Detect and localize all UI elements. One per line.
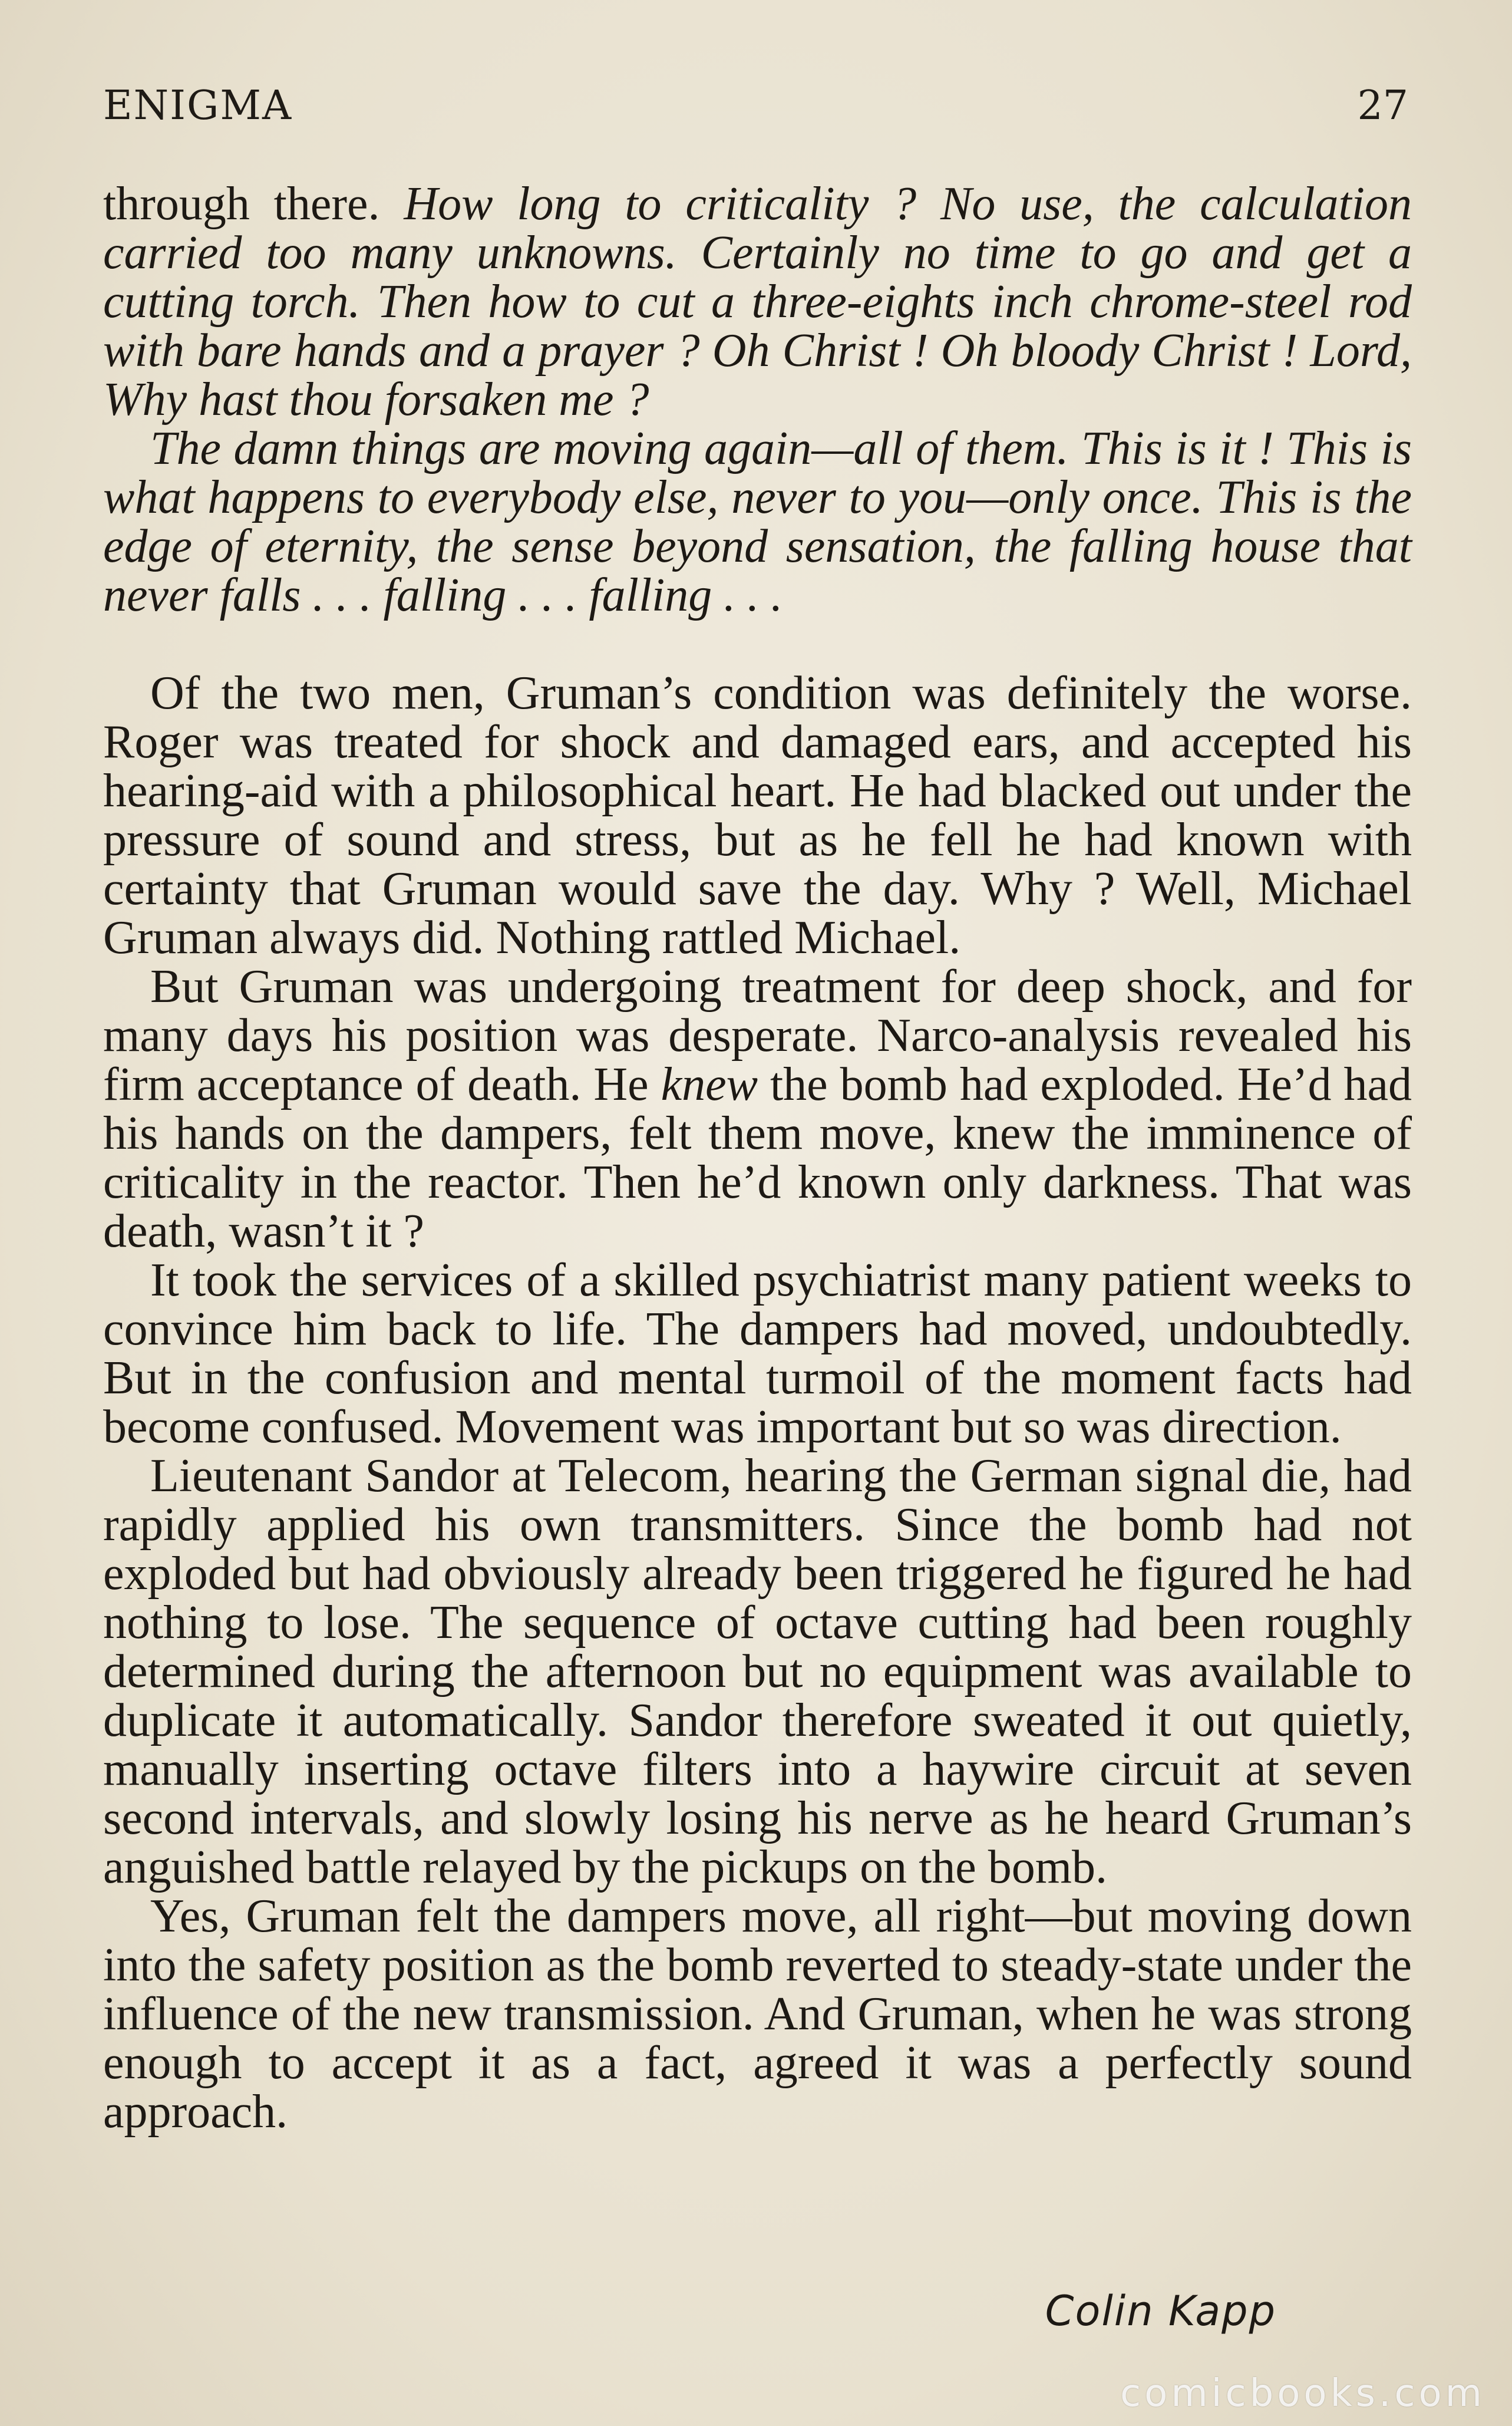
text-run: But Gruman was undergoing treatment for deep shock, and for many days his position was desperate. Narco-analysis revealed his firm acceptance of death. He (103, 961, 1412, 1110)
text-run: Yes, Gruman felt the dampers move, all right—but moving down into the safety position as the bomb reverted to steady-state under the influence of the new transmission. And Gruman, when he was strong enough to accept it as a fact, agreed it was a perfectly sound approach. (103, 1890, 1412, 2138)
text-run: the bomb had exploded. He’d had his hands on the dampers, felt them move, knew the imminence of criticality in the reactor. Then he’d known only darkness. That was death, wasn’t it ? (103, 1059, 1412, 1257)
text-run: It took the services of a skilled psychiatrist many patient weeks to convince him back to life. The dampers had moved, undoubtedly. But in the confusion and mental turmoil of the moment facts had become confused. Movement was important but so was direction. (103, 1254, 1412, 1453)
italic-text: The damn things are moving again—all of them. This is it ! This is what happens to everybody else, never to you—only once. This is the edge of eternity, the sense beyond sensation, the falling house that never falls . . . falling . . . falling . . . (103, 423, 1412, 621)
italic-text: How long to criticality ? No use, the calculation carried too many unknowns. Certainly no time to go and get a cutting torch. Then how to cut a three-eights inch chrome-steel rod with bare hands and a prayer ? Oh Christ ! Oh bloody Christ ! Lord, Why hast thou forsaken me ? (103, 178, 1412, 426)
text-run: through there. (103, 178, 404, 230)
text-run: Lieutenant Sandor at Telecom, hearing the German signal die, had rapidly applied his own transmitters. Since the bomb had not exploded but had obviously already been triggered he figured he had nothing to lose. The sequence of octave cutting had been roughly determined during the afternoon but no equipment was available to duplicate it automatically. Sandor therefore sweated it out quietly, manually inserting octave filters into a haywire circuit at seven second intervals, and slowly losing his nerve as he heard Gruman’s anguished battle relayed by the pickups on the bomb. (103, 1450, 1412, 1893)
paragraph (103, 963, 1412, 1256)
running-title: ENIGMA (103, 83, 293, 129)
watermark: comicbooks.com (1120, 2372, 1485, 2415)
paragraph (103, 1256, 1412, 1452)
paragraph (103, 424, 1412, 620)
text-run: Of the two men, Gruman’s condition was definitely the worse. Roger was treated for shock and damaged ears, and accepted his hearing-aid with a philosophical heart. He had blacked out under the pressure of sound and stress, but as he fell he had known with certainty that Gruman would save the day. Why ? Well, Michael Gruman always did. Nothing rattled Michael. (103, 667, 1412, 964)
running-header (103, 83, 1408, 147)
italic-text: knew (661, 1059, 758, 1110)
section-break (103, 620, 1412, 669)
author-signature: Colin Kapp (1045, 2287, 1276, 2335)
paragraph (103, 1892, 1412, 2137)
story-text (103, 180, 1412, 2137)
paragraph (103, 1452, 1412, 1892)
paragraph (103, 180, 1412, 424)
paragraph (103, 669, 1412, 963)
page-number: 27 (1357, 83, 1408, 129)
